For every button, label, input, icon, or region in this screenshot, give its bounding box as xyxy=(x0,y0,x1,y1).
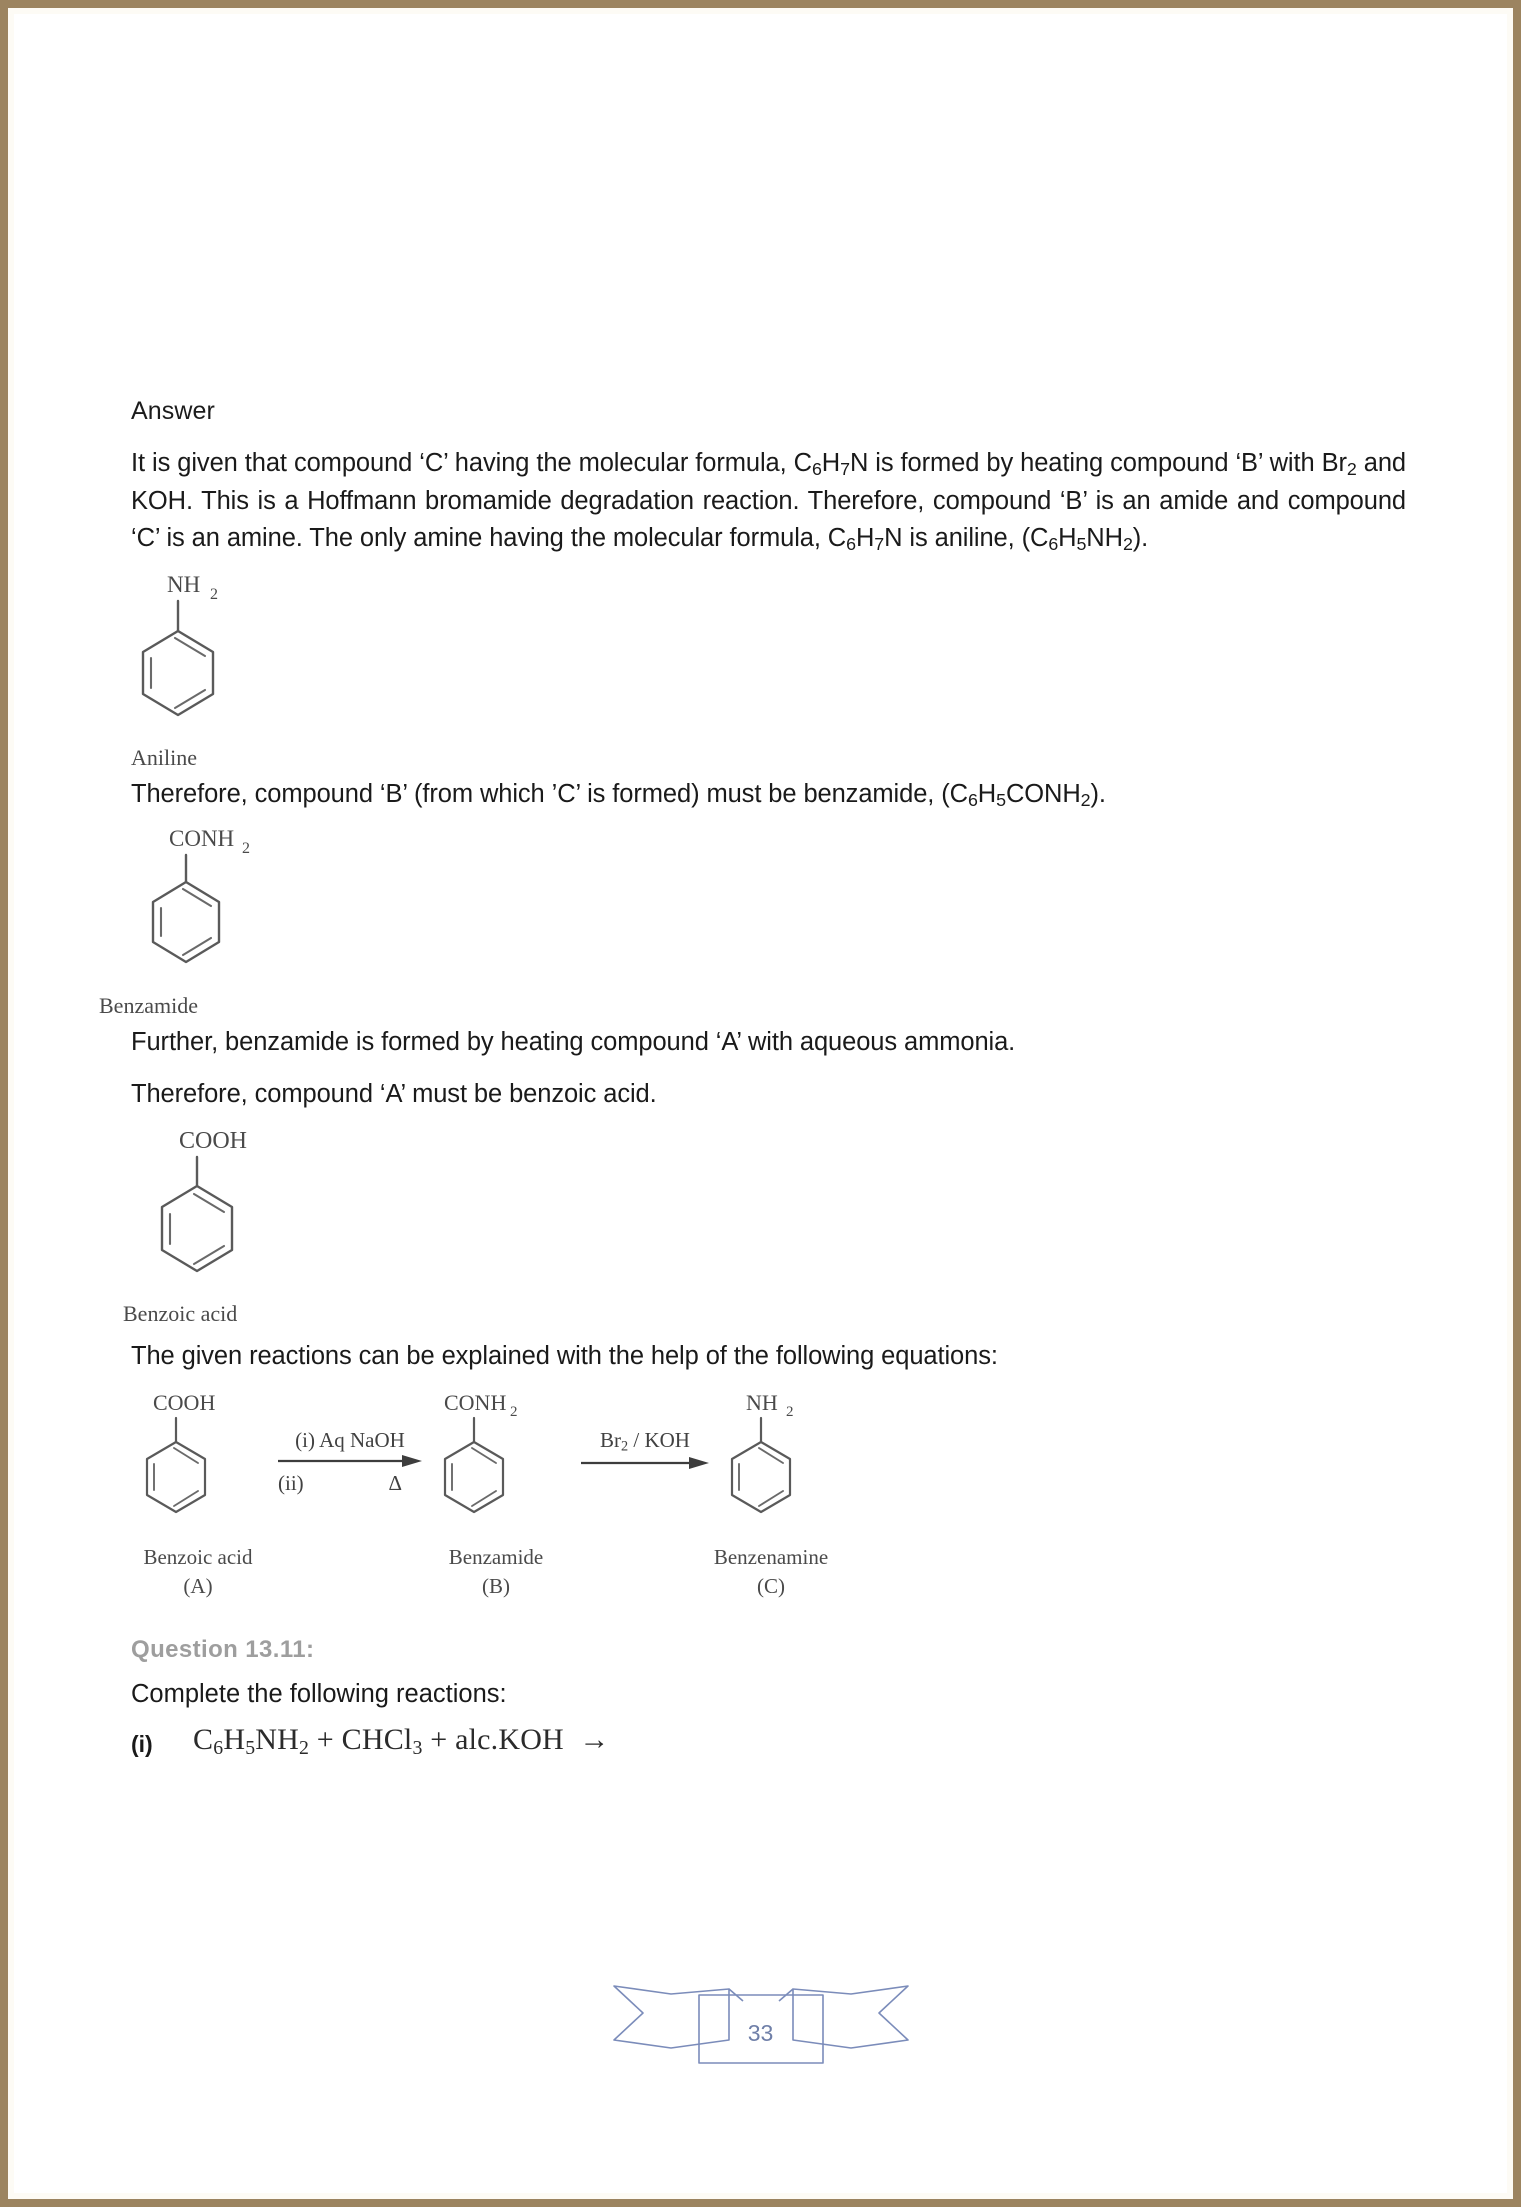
aniline-figure xyxy=(131,568,281,770)
scheme-c-substituent-subscript: 2 xyxy=(786,1403,794,1420)
scheme-step-benzenamine xyxy=(713,1389,866,1599)
aniline-structure-svg xyxy=(131,568,281,748)
scheme-arrow-2-icon xyxy=(579,1455,711,1471)
benzamide-substituent-label: CONH xyxy=(169,826,235,852)
benzoic-acid-caption: Benzoic acid xyxy=(123,1300,238,1326)
question-heading: Question 13.11: xyxy=(131,1635,315,1663)
scheme-b-tag: (B) xyxy=(482,1573,510,1598)
footer-ribbon xyxy=(611,1968,911,2078)
scheme-a-substituent: COOH xyxy=(153,1389,216,1415)
scheme-c-svg xyxy=(716,1390,866,1540)
molecule-benzamide xyxy=(99,824,1406,1019)
scheme-c-substituent: NH xyxy=(746,1389,778,1415)
benzamide-figure xyxy=(99,824,311,1019)
question-prompt: Complete the following reactions: xyxy=(131,1679,507,1708)
scheme-benzamide-svg xyxy=(426,1390,586,1540)
molecule-aniline xyxy=(131,568,1406,770)
scheme-c-tag: (C) xyxy=(757,1573,785,1598)
page-sheet xyxy=(14,14,1507,2193)
answer-paragraph-5: The given reactions can be explained with the help of the following equations: xyxy=(131,1341,998,1370)
scheme-a-name: Benzoic acid xyxy=(143,1544,253,1569)
scheme-arrow-1-icon xyxy=(276,1453,424,1469)
scheme-step-benzamide xyxy=(426,1390,586,1599)
scheme-step-benzoic-acid xyxy=(131,1390,281,1599)
page-frame-inner xyxy=(8,8,1513,2199)
benzoic-acid-figure xyxy=(123,1124,321,1326)
scheme-b-substituent-subscript: 2 xyxy=(510,1403,518,1420)
scheme-b-substituent: CONH xyxy=(444,1389,507,1415)
benzoic-acid-substituent-label: COOH xyxy=(179,1127,248,1154)
scheme-arrow-1-below-right: Δ xyxy=(388,1470,402,1495)
answer-paragraph-3: Further, benzamide is formed by heating compound ‘A’ with aqueous ammonia. xyxy=(131,1028,1016,1057)
page-number: 33 xyxy=(747,2020,774,2046)
benzoic-acid-structure-svg xyxy=(141,1124,321,1304)
scheme-b-name: Benzamide xyxy=(448,1544,544,1569)
answer-paragraph-1: It is given that compound ‘C’ having the molecular formula, $C_6H_7N$ is formed by heating compound ‘B’ with $Br_2$ and KOH. This is a Hoffmann bromamide degradation reaction. Therefore, compound ‘B’ is an amide and compound ‘C’ is an amine. The only amine having the molecular formula, $C_6H_7N$ is aniline, $(C_6H_5NH_2)$. xyxy=(131,449,1407,555)
molecule-benzoic-acid xyxy=(123,1124,1406,1326)
question-item-1-equation: $C_6H_5NH_2$ + CHCl$_3$ + alc.KOH → xyxy=(193,1722,610,1759)
reaction-scheme xyxy=(131,1389,831,1598)
question-item-1-number: (i) xyxy=(131,1730,153,1757)
scheme-benzoic-acid-svg xyxy=(131,1390,281,1540)
benzamide-caption: Benzamide xyxy=(99,993,198,1019)
question-item-1 xyxy=(131,1723,1406,1760)
answer-heading: Answer xyxy=(131,397,215,425)
answer-paragraph-4: Therefore, compound ‘A’ must be benzoic acid. xyxy=(131,1080,657,1109)
scheme-c-name: Benzenamine xyxy=(713,1544,829,1569)
scheme-a-tag: (A) xyxy=(183,1573,213,1598)
benzamide-substituent-subscript: 2 xyxy=(242,840,250,858)
aniline-substituent-subscript: 2 xyxy=(210,586,218,604)
scheme-arrow-2-above: $Br_2$ / KOH xyxy=(600,1427,690,1455)
benzamide-structure-svg xyxy=(131,824,311,996)
scheme-arrow-1-group xyxy=(276,1428,424,1496)
aniline-caption: Aniline xyxy=(131,745,197,771)
aniline-substituent-label: NH xyxy=(167,572,201,598)
answer-paragraph-2: Therefore, compound ‘B’ (from which ’C’ is formed) must be benzamide, $(C_6H_5CONH_2)$. xyxy=(131,780,1106,811)
answer-content xyxy=(99,397,1407,1760)
scheme-arrow-2-group xyxy=(579,1428,711,1472)
scheme-arrow-1-above: (i) Aq NaOH xyxy=(295,1427,405,1452)
scheme-arrow-1-below-left: (ii) xyxy=(278,1470,304,1495)
